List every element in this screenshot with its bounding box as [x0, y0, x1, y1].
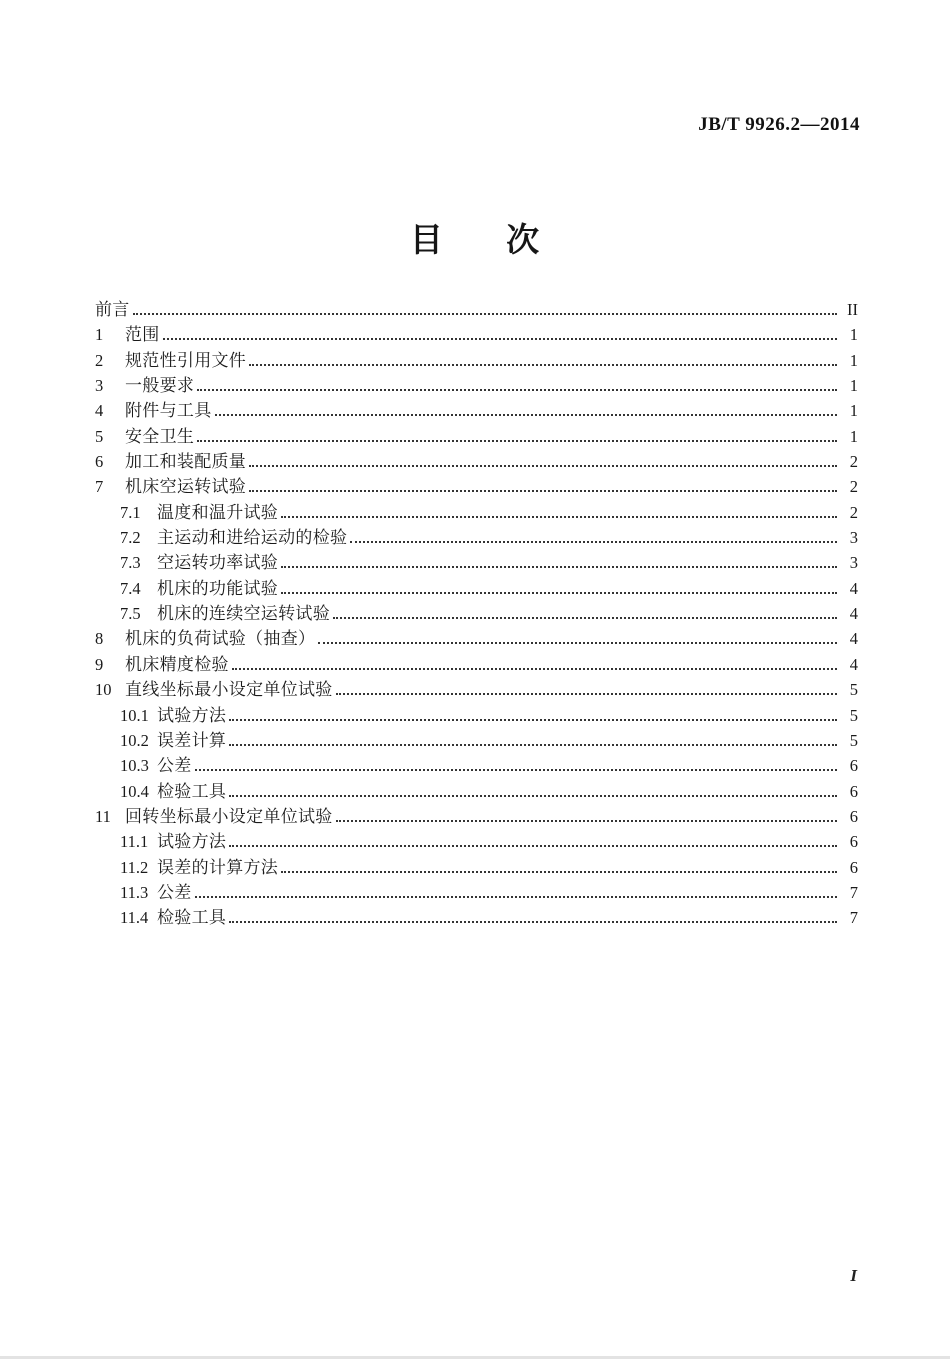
toc-entry-label: 前言 — [95, 300, 130, 319]
toc-entry-10.2 — [95, 728, 858, 753]
toc-entry-7.5 — [95, 601, 858, 626]
page-title: 目 次 — [409, 221, 541, 258]
dot-leader — [229, 918, 837, 923]
toc-entry-10.4 — [95, 779, 858, 804]
dot-leader — [215, 411, 838, 416]
toc-entry-number: 7 — [95, 477, 104, 497]
dot-leader — [195, 766, 837, 771]
toc-entry-page-number: 2 — [849, 452, 858, 472]
toc-entry-page-number: 6 — [849, 756, 858, 776]
toc-entry-label: 机床的功能试验 — [157, 578, 279, 598]
dot-leader — [350, 538, 837, 543]
toc-entry-number: 10.3 — [120, 756, 149, 776]
toc-entry-number: 10 — [95, 680, 112, 700]
toc-entry-label: 公差 — [157, 882, 192, 902]
toc-entry-page-number: II — [847, 300, 858, 319]
toc-entry-label: 误差计算 — [157, 730, 227, 750]
scan-edge-line — [0, 1356, 950, 1359]
toc-entry-page-number: 4 — [849, 578, 858, 598]
toc-entry-label: 试验方法 — [157, 832, 227, 852]
toc-entry-page-number: 6 — [849, 806, 858, 826]
toc-entry-label: 规范性引用文件 — [125, 350, 247, 370]
toc-entry-number: 8 — [95, 629, 104, 649]
toc-entry-number: 11.2 — [120, 857, 149, 877]
toc-entry-label: 一般要求 — [125, 376, 195, 396]
toc-entry-label: 公差 — [157, 756, 192, 776]
toc-entry-label: 安全卫生 — [125, 426, 195, 446]
table-of-contents — [95, 297, 858, 931]
toc-entry-label: 回转坐标最小设定单位试验 — [125, 806, 333, 826]
toc-entry-label: 机床精度检验 — [125, 654, 229, 674]
toc-entry-page-number: 1 — [849, 401, 858, 421]
toc-entry-label: 直线坐标最小设定单位试验 — [125, 680, 333, 700]
toc-entry-label: 检验工具 — [157, 781, 227, 801]
toc-entry-page-number: 7 — [849, 882, 858, 902]
toc-entry-page-number: 2 — [849, 477, 858, 497]
toc-entry-8 — [95, 626, 858, 651]
dot-leader — [281, 563, 837, 568]
toc-entry-number: 7.2 — [120, 528, 141, 548]
toc-entry-前言 — [95, 297, 858, 322]
toc-entry-page-number: 3 — [849, 553, 858, 573]
toc-entry-number: 11 — [95, 806, 111, 826]
document-header-standard-number: JB/T 9926.2—2014 — [698, 114, 860, 135]
dot-leader — [229, 716, 837, 721]
toc-entry-number: 11.3 — [120, 882, 149, 902]
toc-entry-page-number: 6 — [849, 781, 858, 801]
dot-leader — [133, 310, 837, 315]
toc-entry-label: 机床空运转试验 — [125, 477, 247, 497]
toc-entry-page-number: 4 — [849, 604, 858, 624]
toc-entry-7 — [95, 474, 858, 499]
toc-entry-number: 3 — [95, 376, 104, 396]
toc-entry-11.4 — [95, 905, 858, 930]
toc-entry-10.3 — [95, 753, 858, 778]
toc-entry-number: 7.4 — [120, 578, 141, 598]
dot-leader — [195, 893, 837, 898]
toc-entry-number: 11.4 — [120, 908, 149, 928]
toc-entry-number: 7.3 — [120, 553, 141, 573]
toc-entry-4 — [95, 398, 858, 423]
toc-entry-label: 范围 — [125, 325, 160, 345]
toc-entry-5 — [95, 424, 858, 449]
toc-entry-page-number: 3 — [849, 528, 858, 548]
toc-entry-page-number: 5 — [849, 680, 858, 700]
toc-entry-number: 10.4 — [120, 781, 149, 801]
toc-entry-3 — [95, 373, 858, 398]
toc-entry-page-number: 5 — [849, 705, 858, 725]
toc-entry-label: 机床的连续空运转试验 — [157, 604, 330, 624]
toc-entry-11.1 — [95, 829, 858, 854]
toc-entry-number: 11.1 — [120, 832, 149, 852]
dot-leader — [318, 639, 837, 644]
dot-leader — [249, 487, 837, 492]
dot-leader — [281, 589, 837, 594]
toc-entry-2 — [95, 348, 858, 373]
toc-entry-7.1 — [95, 500, 858, 525]
toc-entry-page-number: 4 — [849, 629, 858, 649]
toc-entry-page-number: 6 — [849, 857, 858, 877]
toc-entry-label: 温度和温升试验 — [157, 502, 279, 522]
footer-page-number: I — [850, 1266, 857, 1285]
toc-entry-9 — [95, 652, 858, 677]
toc-entry-10 — [95, 677, 858, 702]
toc-entry-number: 7.5 — [120, 604, 141, 624]
dot-leader — [232, 665, 837, 670]
toc-entry-number: 7.1 — [120, 502, 141, 522]
toc-entry-number: 6 — [95, 452, 104, 472]
dot-leader — [336, 690, 837, 695]
toc-entry-number: 5 — [95, 426, 104, 446]
toc-entry-label: 附件与工具 — [125, 401, 212, 421]
dot-leader — [163, 335, 837, 340]
toc-entry-page-number: 2 — [849, 502, 858, 522]
toc-entry-11.2 — [95, 855, 858, 880]
dot-leader — [229, 842, 837, 847]
dot-leader — [281, 513, 837, 518]
dot-leader — [197, 437, 837, 442]
toc-entry-page-number: 1 — [849, 376, 858, 396]
toc-entry-page-number: 5 — [849, 730, 858, 750]
toc-entry-page-number: 1 — [849, 350, 858, 370]
toc-entry-7.4 — [95, 576, 858, 601]
toc-entry-label: 加工和装配质量 — [125, 452, 247, 472]
toc-entry-number: 4 — [95, 401, 104, 421]
dot-leader — [336, 817, 837, 822]
toc-entry-7.2 — [95, 525, 858, 550]
dot-leader — [197, 386, 837, 391]
dot-leader — [229, 741, 837, 746]
dot-leader — [281, 868, 837, 873]
toc-entry-page-number: 1 — [849, 426, 858, 446]
toc-entry-label: 检验工具 — [157, 908, 227, 928]
dot-leader — [333, 614, 837, 619]
toc-entry-number: 2 — [95, 350, 104, 370]
toc-entry-6 — [95, 449, 858, 474]
toc-entry-label: 试验方法 — [157, 705, 227, 725]
toc-entry-number: 10.2 — [120, 730, 149, 750]
dot-leader — [229, 792, 837, 797]
dot-leader — [249, 361, 837, 366]
toc-entry-label: 误差的计算方法 — [157, 857, 279, 877]
toc-entry-page-number: 6 — [849, 832, 858, 852]
toc-entry-number: 9 — [95, 654, 104, 674]
toc-entry-page-number: 7 — [849, 908, 858, 928]
toc-entry-1 — [95, 322, 858, 347]
toc-entry-number: 10.1 — [120, 705, 149, 725]
toc-entry-10.1 — [95, 703, 858, 728]
dot-leader — [249, 462, 837, 467]
toc-entry-label: 主运动和进给运动的检验 — [157, 528, 348, 548]
toc-entry-7.3 — [95, 550, 858, 575]
toc-entry-page-number: 1 — [849, 325, 858, 345]
toc-entry-page-number: 4 — [849, 654, 858, 674]
toc-entry-number: 1 — [95, 325, 104, 345]
toc-entry-label: 机床的负荷试验（抽查） — [125, 629, 316, 649]
toc-entry-label: 空运转功率试验 — [157, 553, 279, 573]
toc-entry-11 — [95, 804, 858, 829]
toc-entry-11.3 — [95, 880, 858, 905]
